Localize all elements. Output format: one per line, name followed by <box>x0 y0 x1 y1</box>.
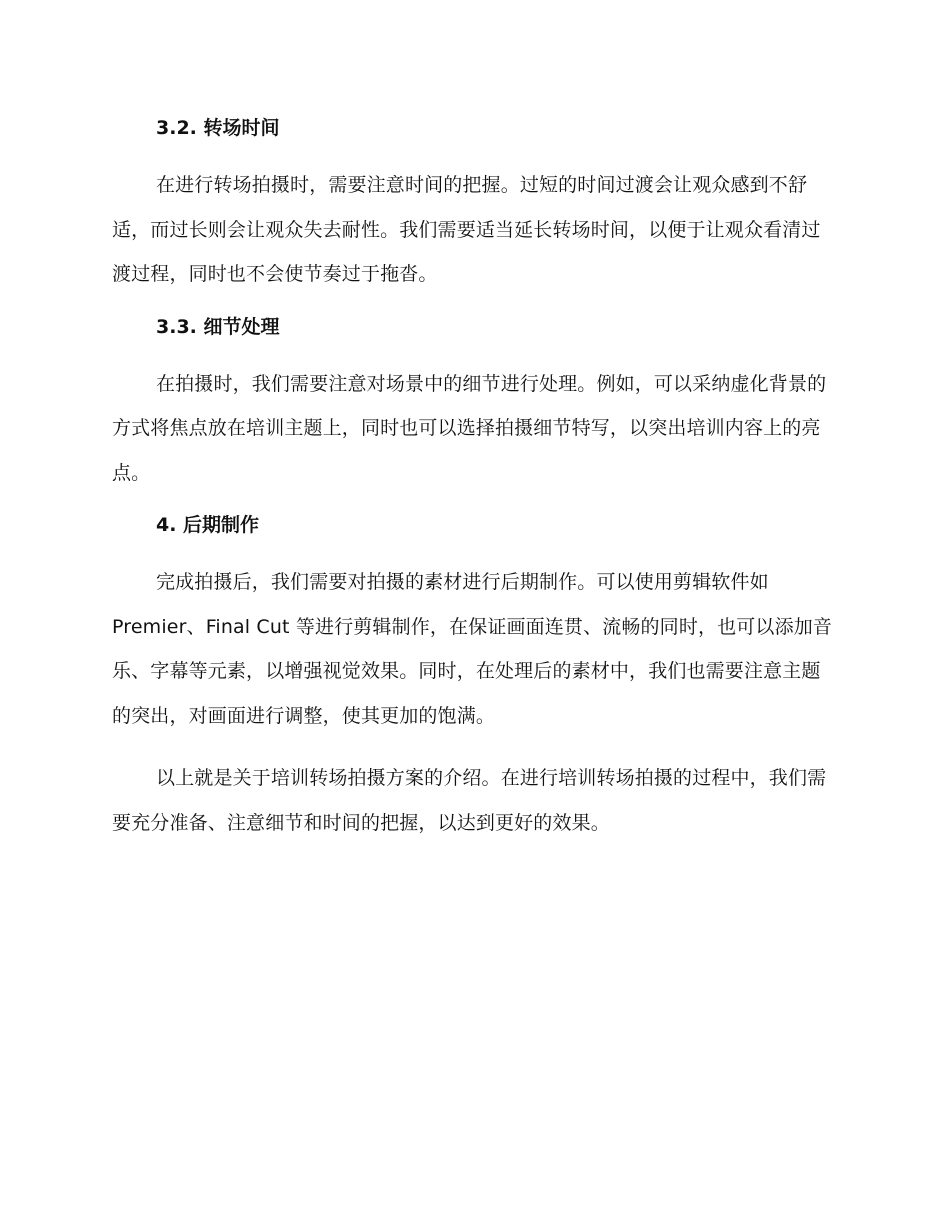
section-paragraph-3-2: 在进行转场拍摄时，需要注意时间的把握。过短的时间过渡会让观众感到不舒适，而过长则会让观众失去耐性。我们需要适当延长转场时间，以便于让观众看清过渡过程，同时也不会使节奏过于拖沓。 <box>112 174 821 285</box>
section-paragraph-3-3: 在拍摄时，我们需要注意对场景中的细节进行处理。例如，可以采纳虚化背景的方式将焦点放在培训主题上，同时也可以选择拍摄细节特写，以突出培训内容上的亮点。 <box>112 372 827 484</box>
document-body <box>112 112 836 845</box>
section-heading-3-2: 3.2. 转场时间 <box>156 117 280 139</box>
section-paragraph-4: 完成拍摄后，我们需要对拍摄的素材进行后期制作。可以使用剪辑软件如 Premier、Final Cut 等进行剪辑制作，在保证画面连贯、流畅的同时，也可以添加音乐、字幕等元素，以增强视觉效果。同时，在处理后的素材中，我们也需要注意主题的突出，对画面进行调整，使其更加的饱满。 <box>112 571 833 727</box>
section-heading-3-3: 3.3. 细节处理 <box>156 315 280 338</box>
section-heading-4: 4. 后期制作 <box>156 514 260 536</box>
conclusion-paragraph: 以上就是关于培训转场拍摄方案的介绍。在进行培训转场拍摄的过程中，我们需要充分准备、注意细节和时间的把握，以达到更好的效果。 <box>112 767 827 834</box>
